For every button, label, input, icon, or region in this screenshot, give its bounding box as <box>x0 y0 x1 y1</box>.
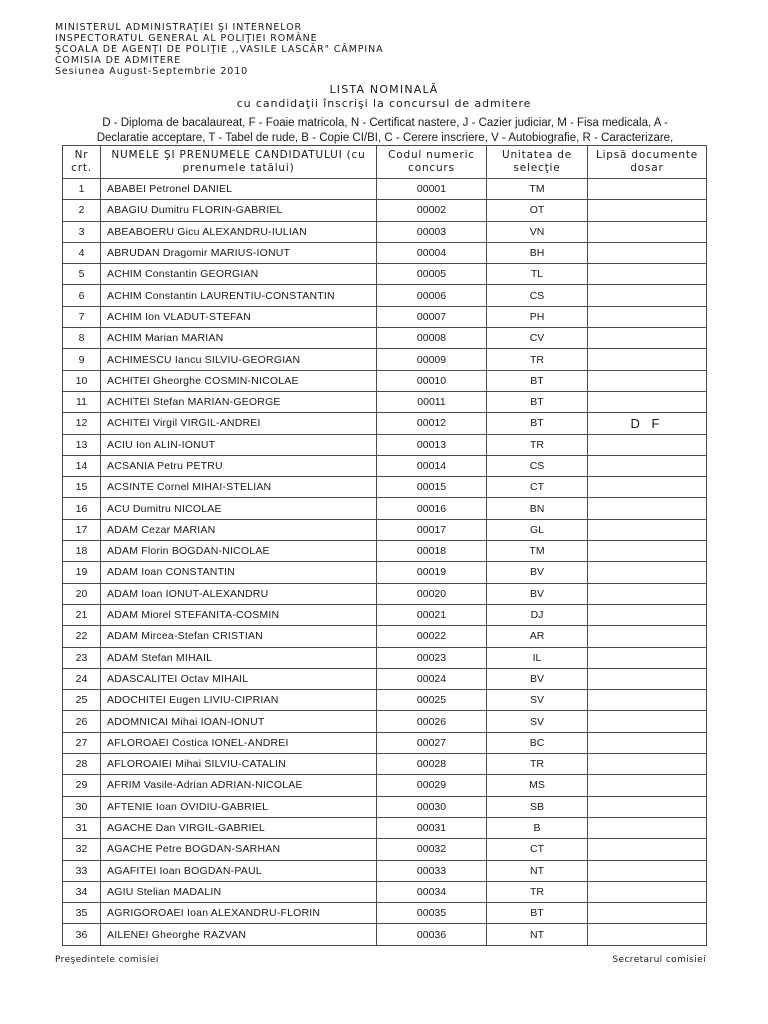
cell-nr: 17 <box>63 519 101 540</box>
cell-nr: 16 <box>63 498 101 519</box>
cell-missing <box>588 349 707 370</box>
cell-unit: GL <box>487 519 588 540</box>
cell-name: ACU Dumitru NICOLAE <box>101 498 377 519</box>
cell-nr: 29 <box>63 775 101 796</box>
table-row <box>63 775 707 796</box>
cell-unit: TL <box>487 264 588 285</box>
cell-unit: CS <box>487 455 588 476</box>
cell-name: AFLOROAEI Costica IONEL-ANDREI <box>101 732 377 753</box>
cell-name: ACHIM Ion VLADUT-STEFAN <box>101 306 377 327</box>
header-missing: Lipsă documente dosar <box>588 146 707 179</box>
cell-code: 00008 <box>377 328 487 349</box>
cell-missing <box>588 328 707 349</box>
cell-nr: 4 <box>63 242 101 263</box>
cell-missing <box>588 541 707 562</box>
cell-missing <box>588 221 707 242</box>
cell-missing <box>588 519 707 540</box>
cell-code: 00023 <box>377 647 487 668</box>
cell-code: 00033 <box>377 860 487 881</box>
legend-line-1: D - Diploma de bacalaureat, F - Foaie matricola, N - Certificat nastere, J - Cazier judiciar, M - Fisa medicala, A - <box>102 117 668 129</box>
cell-code: 00025 <box>377 690 487 711</box>
table-row <box>63 754 707 775</box>
cell-unit: TM <box>487 179 588 200</box>
cell-name: ADAM Ioan IONUT-ALEXANDRU <box>101 583 377 604</box>
table-header-row <box>63 146 707 179</box>
table-row <box>63 562 707 583</box>
cell-code: 00019 <box>377 562 487 583</box>
cell-missing <box>588 924 707 945</box>
cell-missing <box>588 200 707 221</box>
cell-name: ACSINTE Cornel MIHAI-STELIAN <box>101 477 377 498</box>
cell-name: AGACHE Petre BOGDAN-SARHAN <box>101 839 377 860</box>
cell-nr: 28 <box>63 754 101 775</box>
cell-unit: SV <box>487 690 588 711</box>
cell-unit: SV <box>487 711 588 732</box>
cell-missing <box>588 477 707 498</box>
cell-unit: BV <box>487 562 588 583</box>
cell-unit: TR <box>487 881 588 902</box>
cell-name: ACHITEI Gheorghe COSMIN-NICOLAE <box>101 370 377 391</box>
cell-code: 00003 <box>377 221 487 242</box>
table-row <box>63 817 707 838</box>
cell-code: 00004 <box>377 242 487 263</box>
cell-name: ADAM Stefan MIHAIL <box>101 647 377 668</box>
table-row <box>63 881 707 902</box>
table-row <box>63 604 707 625</box>
cell-missing <box>588 817 707 838</box>
cell-code: 00028 <box>377 754 487 775</box>
table-row <box>63 328 707 349</box>
cell-code: 00034 <box>377 881 487 902</box>
secretary-signature-label: Secretarul comisiei <box>612 955 706 965</box>
table-row <box>63 924 707 945</box>
cell-unit: MS <box>487 775 588 796</box>
cell-unit: CT <box>487 839 588 860</box>
cell-code: 00032 <box>377 839 487 860</box>
cell-code: 00001 <box>377 179 487 200</box>
cell-nr: 15 <box>63 477 101 498</box>
cell-name: ACHITEI Stefan MARIAN-GEORGE <box>101 391 377 412</box>
cell-missing <box>588 839 707 860</box>
cell-missing <box>588 881 707 902</box>
cell-name: AFLOROAIEI Mihai SILVIU-CATALIN <box>101 754 377 775</box>
table-row <box>63 477 707 498</box>
table-row <box>63 413 707 434</box>
cell-name: ABEABOERU Gicu ALEXANDRU-IULIAN <box>101 221 377 242</box>
cell-name: AGAFITEI Ioan BOGDAN-PAUL <box>101 860 377 881</box>
cell-nr: 6 <box>63 285 101 306</box>
cell-name: AFRIM Vasile-Adrian ADRIAN-NICOLAE <box>101 775 377 796</box>
cell-unit: VN <box>487 221 588 242</box>
cell-code: 00027 <box>377 732 487 753</box>
cell-nr: 18 <box>63 541 101 562</box>
header-inspectorate: INSPECTORATUL GENERAL AL POLIŢIEI ROMÂNE <box>55 33 318 44</box>
header-commission: COMISIA DE ADMITERE <box>55 55 182 66</box>
cell-code: 00006 <box>377 285 487 306</box>
cell-name: ADASCALITEI Octav MIHAIL <box>101 668 377 689</box>
cell-nr: 5 <box>63 264 101 285</box>
cell-unit: BT <box>487 370 588 391</box>
cell-unit: B <box>487 817 588 838</box>
cell-code: 00029 <box>377 775 487 796</box>
cell-missing <box>588 179 707 200</box>
cell-nr: 9 <box>63 349 101 370</box>
table-row <box>63 264 707 285</box>
table-row <box>63 541 707 562</box>
cell-code: 00016 <box>377 498 487 519</box>
cell-missing <box>588 434 707 455</box>
cell-missing <box>588 775 707 796</box>
cell-nr: 35 <box>63 903 101 924</box>
cell-name: ABRUDAN Dragomir MARIUS-IONUT <box>101 242 377 263</box>
header-name: NUMELE ŞI PRENUMELE CANDIDATULUI (cu prenumele tatălui) <box>101 146 377 179</box>
document-title: LISTA NOMINALĂ <box>329 83 439 96</box>
cell-missing <box>588 242 707 263</box>
candidates-table <box>62 145 707 946</box>
table-row <box>63 903 707 924</box>
cell-code: 00017 <box>377 519 487 540</box>
cell-name: AILENEI Gheorghe RAZVAN <box>101 924 377 945</box>
cell-missing <box>588 498 707 519</box>
header-school: ŞCOALA DE AGENŢI DE POLIŢIE ,,VASILE LASCĂR" CÂMPINA <box>55 44 384 55</box>
cell-unit: BN <box>487 498 588 519</box>
table-row <box>63 839 707 860</box>
cell-code: 00014 <box>377 455 487 476</box>
cell-missing <box>588 306 707 327</box>
cell-unit: CV <box>487 328 588 349</box>
cell-name: ACIU Ion ALIN-IONUT <box>101 434 377 455</box>
cell-missing <box>588 285 707 306</box>
cell-nr: 8 <box>63 328 101 349</box>
table-row <box>63 647 707 668</box>
cell-code: 00021 <box>377 604 487 625</box>
cell-nr: 34 <box>63 881 101 902</box>
cell-name: ADAM Florin BOGDAN-NICOLAE <box>101 541 377 562</box>
cell-unit: BH <box>487 242 588 263</box>
table-row <box>63 796 707 817</box>
cell-name: ADOMNICAI Mihai IOAN-IONUT <box>101 711 377 732</box>
cell-name: ADAM Cezar MARIAN <box>101 519 377 540</box>
cell-nr: 23 <box>63 647 101 668</box>
cell-nr: 10 <box>63 370 101 391</box>
table-row <box>63 349 707 370</box>
cell-name: AGACHE Dan VIRGIL-GABRIEL <box>101 817 377 838</box>
cell-name: ABABEI Petronel DANIEL <box>101 179 377 200</box>
cell-missing <box>588 732 707 753</box>
cell-name: ACHIM Constantin GEORGIAN <box>101 264 377 285</box>
cell-nr: 13 <box>63 434 101 455</box>
cell-nr: 21 <box>63 604 101 625</box>
cell-unit: TM <box>487 541 588 562</box>
cell-missing <box>588 647 707 668</box>
header-session: Sesiunea August-Septembrie 2010 <box>55 66 249 77</box>
table-row <box>63 732 707 753</box>
cell-unit: BC <box>487 732 588 753</box>
cell-unit: CT <box>487 477 588 498</box>
cell-nr: 19 <box>63 562 101 583</box>
cell-nr: 27 <box>63 732 101 753</box>
cell-unit: AR <box>487 626 588 647</box>
cell-unit: SB <box>487 796 588 817</box>
cell-name: AGIU Stelian MADALIN <box>101 881 377 902</box>
cell-missing <box>588 455 707 476</box>
cell-unit: DJ <box>487 604 588 625</box>
cell-missing <box>588 668 707 689</box>
cell-nr: 7 <box>63 306 101 327</box>
cell-unit: PH <box>487 306 588 327</box>
cell-name: ADAM Ioan CONSTANTIN <box>101 562 377 583</box>
cell-nr: 11 <box>63 391 101 412</box>
table-row <box>63 668 707 689</box>
cell-missing <box>588 370 707 391</box>
cell-missing <box>588 903 707 924</box>
cell-code: 00030 <box>377 796 487 817</box>
table-row <box>63 583 707 604</box>
cell-nr: 30 <box>63 796 101 817</box>
cell-unit: TR <box>487 349 588 370</box>
cell-code: 00020 <box>377 583 487 604</box>
cell-name: ABAGIU Dumitru FLORIN-GABRIEL <box>101 200 377 221</box>
cell-nr: 24 <box>63 668 101 689</box>
table-row <box>63 200 707 221</box>
cell-nr: 12 <box>63 413 101 434</box>
table-row <box>63 242 707 263</box>
cell-code: 00018 <box>377 541 487 562</box>
cell-name: ACHITEI Virgil VIRGIL-ANDREI <box>101 413 377 434</box>
president-signature-label: Preşedintele comisiei <box>55 955 159 965</box>
cell-missing <box>588 604 707 625</box>
cell-unit: BT <box>487 391 588 412</box>
cell-missing <box>588 391 707 412</box>
cell-nr: 26 <box>63 711 101 732</box>
table-row <box>63 370 707 391</box>
cell-code: 00007 <box>377 306 487 327</box>
cell-missing <box>588 860 707 881</box>
table-row <box>63 434 707 455</box>
cell-code: 00035 <box>377 903 487 924</box>
document-header <box>55 22 384 77</box>
table-body <box>63 179 707 946</box>
table-row <box>63 626 707 647</box>
cell-nr: 33 <box>63 860 101 881</box>
cell-name: ACHIMESCU Iancu SILVIU-GEORGIAN <box>101 349 377 370</box>
table-row <box>63 306 707 327</box>
table-row <box>63 711 707 732</box>
cell-unit: IL <box>487 647 588 668</box>
table-row <box>63 391 707 412</box>
cell-name: ACHIM Marian MARIAN <box>101 328 377 349</box>
cell-code: 00031 <box>377 817 487 838</box>
cell-unit: TR <box>487 754 588 775</box>
cell-nr: 36 <box>63 924 101 945</box>
cell-name: ADOCHITEI Eugen LIVIU-CIPRIAN <box>101 690 377 711</box>
table-row <box>63 519 707 540</box>
document-subtitle: cu candidaţii înscrişi la concursul de admitere <box>236 97 532 110</box>
cell-missing <box>588 583 707 604</box>
cell-nr: 3 <box>63 221 101 242</box>
table-row <box>63 455 707 476</box>
cell-code: 00012 <box>377 413 487 434</box>
cell-code: 00002 <box>377 200 487 221</box>
cell-missing <box>588 754 707 775</box>
cell-code: 00015 <box>377 477 487 498</box>
table-row <box>63 690 707 711</box>
cell-nr: 22 <box>63 626 101 647</box>
cell-missing <box>588 796 707 817</box>
table-row <box>63 179 707 200</box>
cell-missing <box>588 690 707 711</box>
cell-unit: OT <box>487 200 588 221</box>
cell-missing <box>588 626 707 647</box>
cell-missing <box>588 264 707 285</box>
cell-code: 00024 <box>377 668 487 689</box>
table-row <box>63 860 707 881</box>
table-row <box>63 498 707 519</box>
cell-missing: D F <box>588 413 707 434</box>
header-nr: Nr crt. <box>63 146 101 179</box>
cell-name: AFTENIE Ioan OVIDIU-GABRIEL <box>101 796 377 817</box>
header-unit: Unitatea de selecţie <box>487 146 588 179</box>
legend-line-2: Declaratie acceptare, T - Tabel de rude, B - Copie CI/BI, C - Cerere inscriere, V - Autobiografie, R - Caracterizare, <box>96 132 674 144</box>
table-row <box>63 285 707 306</box>
cell-code: 00022 <box>377 626 487 647</box>
cell-nr: 2 <box>63 200 101 221</box>
cell-missing <box>588 711 707 732</box>
cell-unit: CS <box>487 285 588 306</box>
cell-nr: 25 <box>63 690 101 711</box>
cell-unit: TR <box>487 434 588 455</box>
cell-code: 00005 <box>377 264 487 285</box>
cell-name: ACHIM Constantin LAURENTIU-CONSTANTIN <box>101 285 377 306</box>
table-row <box>63 221 707 242</box>
header-code: Codul numeric concurs <box>377 146 487 179</box>
cell-nr: 14 <box>63 455 101 476</box>
cell-nr: 32 <box>63 839 101 860</box>
cell-unit: BV <box>487 668 588 689</box>
cell-name: ACSANIA Petru PETRU <box>101 455 377 476</box>
cell-unit: NT <box>487 860 588 881</box>
cell-unit: BT <box>487 413 588 434</box>
cell-nr: 31 <box>63 817 101 838</box>
cell-code: 00009 <box>377 349 487 370</box>
documents-legend <box>55 116 715 146</box>
cell-name: AGRIGOROAEI Ioan ALEXANDRU-FLORIN <box>101 903 377 924</box>
cell-code: 00026 <box>377 711 487 732</box>
header-ministry: MINISTERUL ADMINISTRAŢIEI ŞI INTERNELOR <box>55 22 302 33</box>
cell-unit: BV <box>487 583 588 604</box>
cell-name: ADAM Miorel STEFANITA-COSMIN <box>101 604 377 625</box>
cell-unit: NT <box>487 924 588 945</box>
cell-code: 00011 <box>377 391 487 412</box>
cell-nr: 1 <box>63 179 101 200</box>
cell-code: 00036 <box>377 924 487 945</box>
cell-missing <box>588 562 707 583</box>
cell-code: 00010 <box>377 370 487 391</box>
cell-name: ADAM Mircea-Stefan CRISTIAN <box>101 626 377 647</box>
cell-unit: BT <box>487 903 588 924</box>
cell-nr: 20 <box>63 583 101 604</box>
cell-code: 00013 <box>377 434 487 455</box>
